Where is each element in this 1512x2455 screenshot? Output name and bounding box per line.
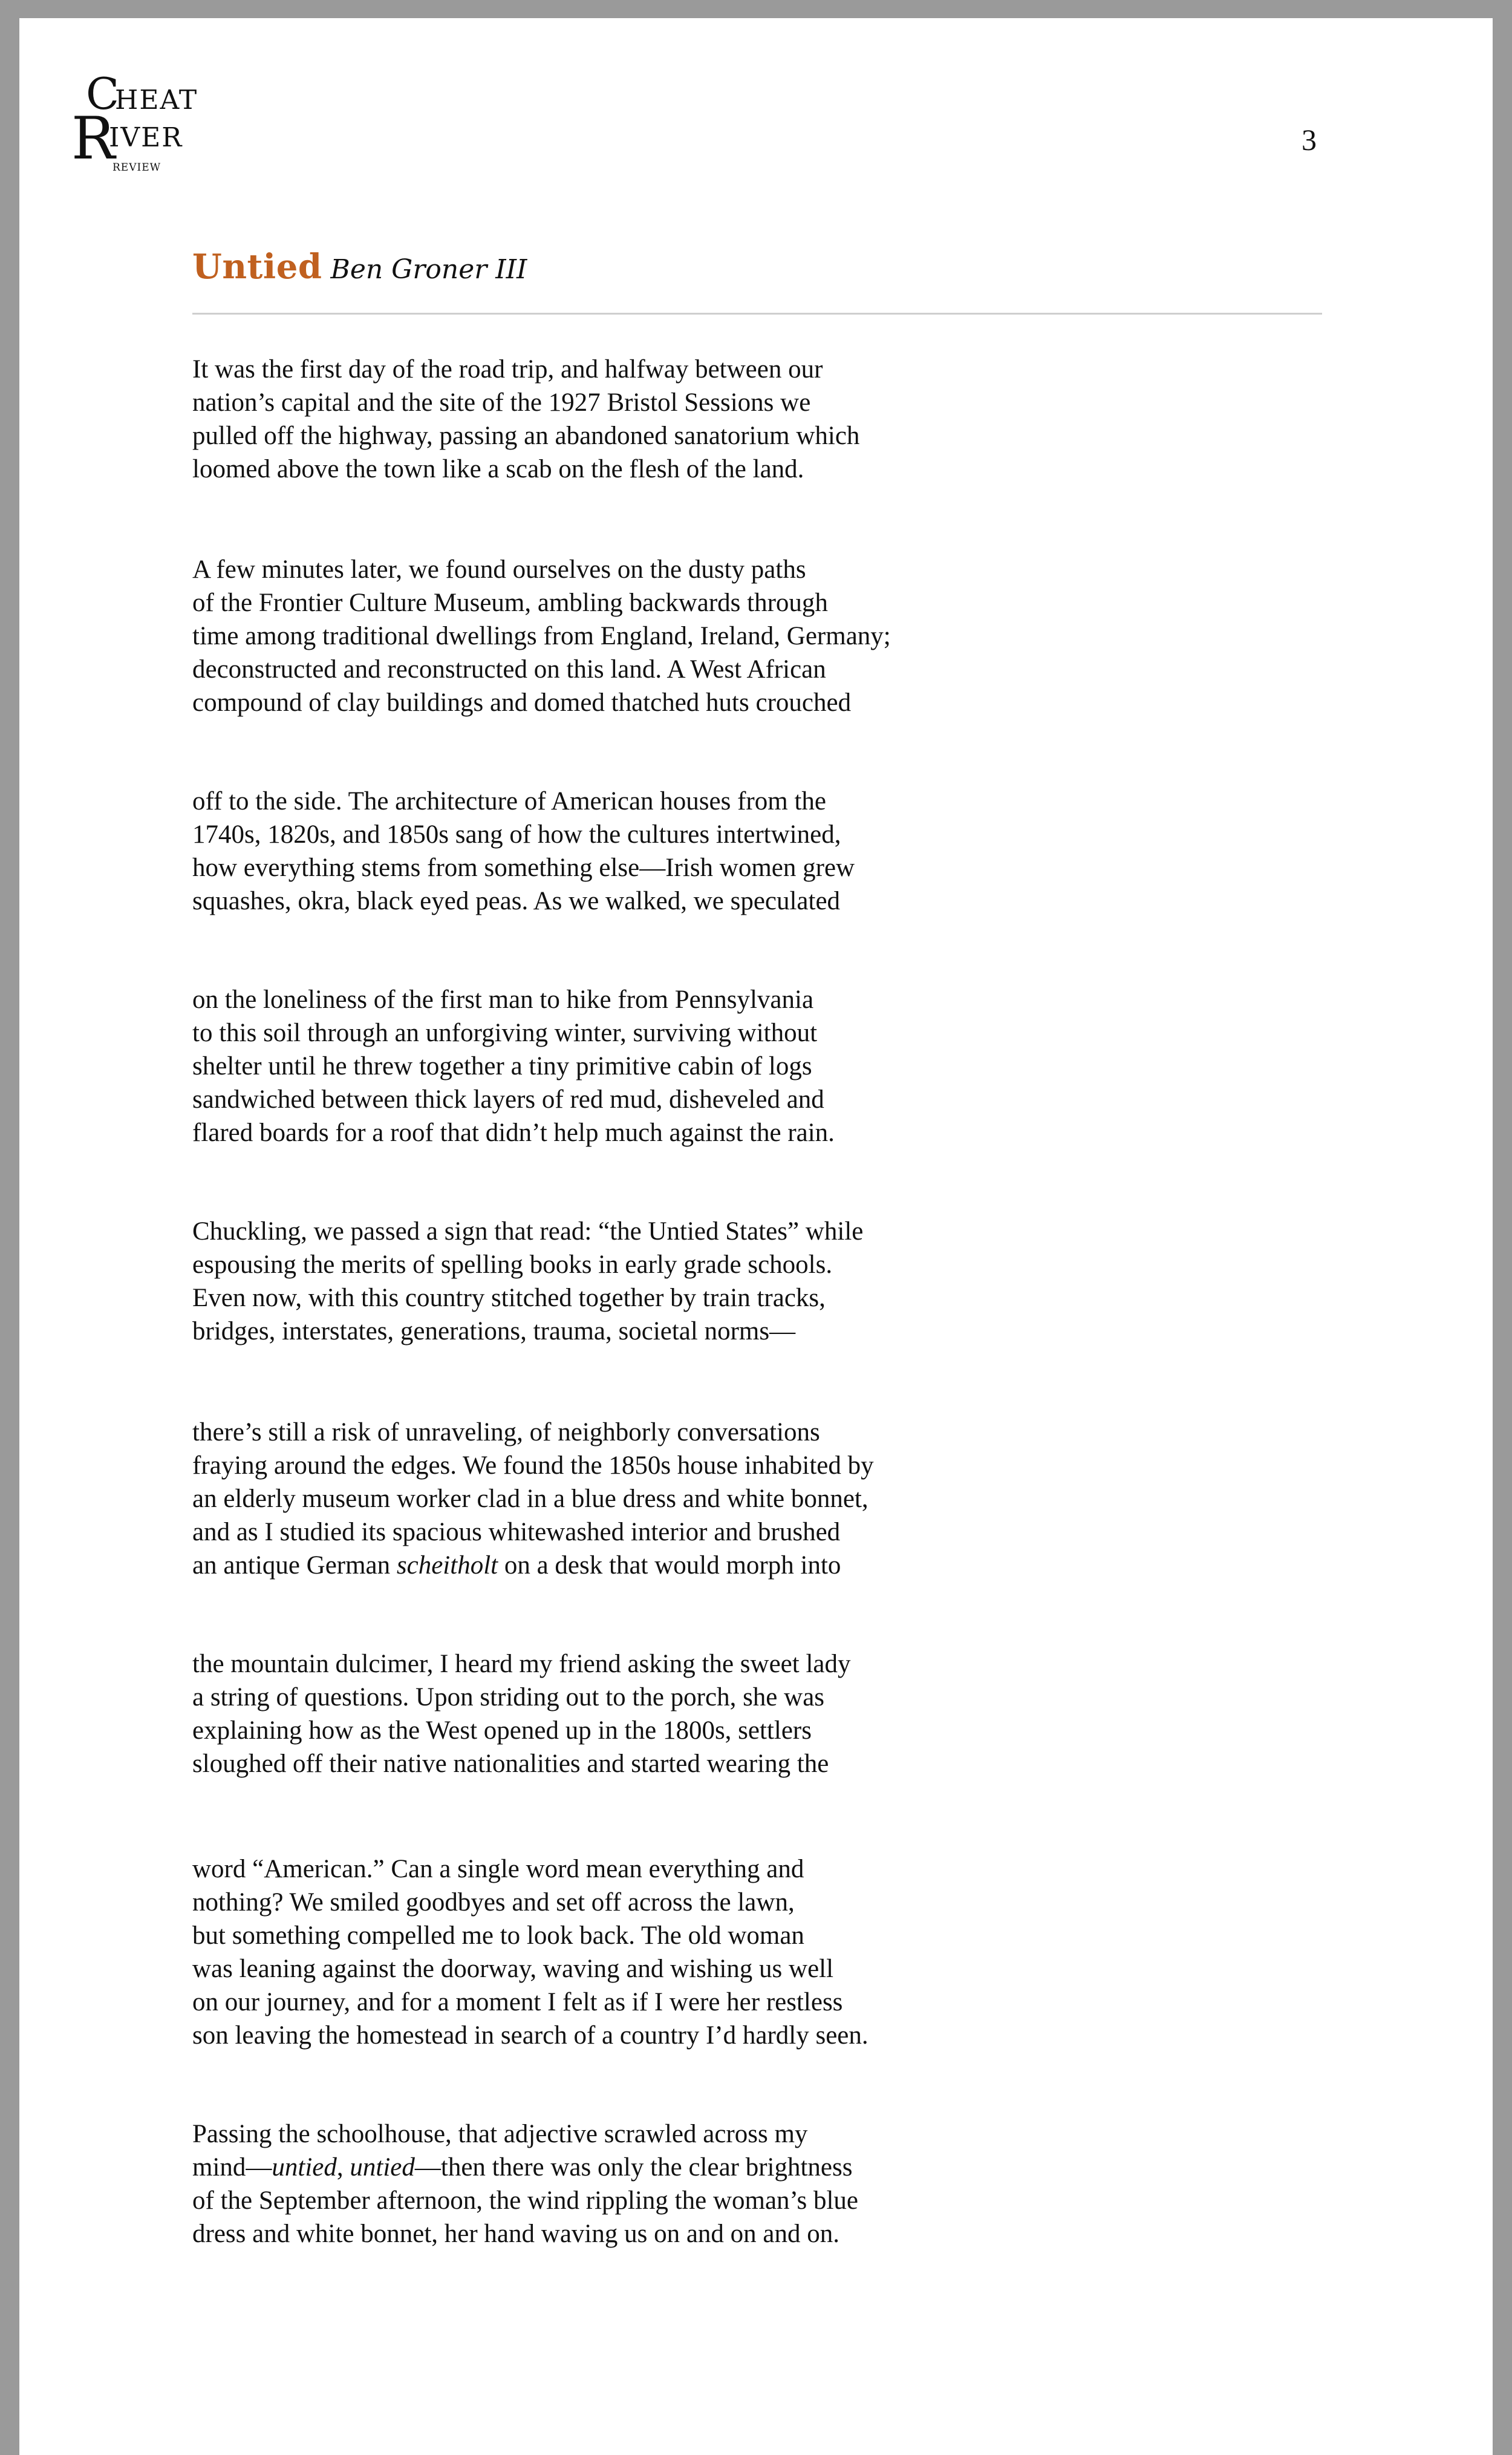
stanza-2 (192, 553, 891, 719)
italic-word-scheitholt: scheitholt (396, 1551, 498, 1580)
poem-author: Ben Groner III (330, 254, 527, 285)
poem-line-start: mind— (192, 2153, 272, 2182)
poem-line: and as I studied its spacious whitewashed interior and brushed (192, 1518, 841, 1546)
poem-line: nation’s capital and the site of the 1927 Bristol Sessions we (192, 388, 811, 417)
poem-line: A few minutes later, we found ourselves on the dusty paths (192, 555, 806, 584)
poem-line-start: an antique German (192, 1551, 397, 1580)
poem-line: Passing the schoolhouse, that adjective scrawled across my (192, 2120, 808, 2148)
poem-line: a string of questions. Upon striding out to the porch, she was (192, 1683, 825, 1711)
poem-line: pulled off the highway, passing an abandoned sanatorium which (192, 422, 860, 450)
poem-line: espousing the merits of spelling books in early grade schools. (192, 1250, 833, 1279)
poem-line: word “American.” Can a single word mean everything and (192, 1855, 804, 1883)
poem-line: son leaving the homestead in search of a country I’d hardly seen. (192, 2021, 868, 2050)
logo-letter-c-big: C (86, 68, 120, 119)
stanza-4 (192, 983, 835, 1149)
stanza-8 (192, 1852, 868, 2052)
poem-line: was leaning against the doorway, waving and wishing us well (192, 1955, 834, 1983)
comma: , (336, 2153, 350, 2182)
poem-line: time among traditional dwellings from England, Ireland, Germany; (192, 622, 891, 650)
poem-line: the mountain dulcimer, I heard my friend asking the sweet lady (192, 1650, 851, 1678)
stanza-7 (192, 1647, 850, 1780)
poem-line: on the loneliness of the first man to hike from Pennsylvania (192, 986, 814, 1014)
poem-line: nothing? We smiled goodbyes and set off across the lawn, (192, 1888, 795, 1917)
poem-line: loomed above the town like a scab on the flesh of the land. (192, 455, 804, 483)
poem-line: shelter until he threw together a tiny primitive cabin of logs (192, 1052, 812, 1080)
poem-line: an elderly museum worker clad in a blue dress and white bonnet, (192, 1485, 868, 1513)
poem-line: explaining how as the West opened up in the 1800s, settlers (192, 1716, 812, 1745)
poem-line: bridges, interstates, generations, trauma, societal norms— (192, 1317, 796, 1345)
italic-word-untied: untied (350, 2153, 415, 2182)
poem-line-end: on a desk that would morph into (498, 1551, 841, 1580)
stanza-6 (192, 1416, 874, 1582)
stanza-9 (192, 2117, 858, 2251)
italic-word-untied: untied (272, 2153, 337, 2182)
stanza-1 (192, 353, 859, 486)
stanza-3 (192, 785, 855, 918)
logo-line3: REVIEW (112, 162, 161, 174)
poem-heading (192, 247, 527, 287)
document-page (19, 18, 1493, 2455)
poem-line: squashes, okra, black eyed peas. As we walked, we speculated (192, 887, 841, 915)
logo-mark (68, 62, 207, 183)
poem-line: Even now, with this country stitched together by train tracks, (192, 1284, 826, 1312)
poem-line: there’s still a risk of unraveling, of neighborly conversations (192, 1418, 820, 1447)
poem-line: Chuckling, we passed a sign that read: “the Untied States” while (192, 1217, 864, 1246)
poem-line: but something compelled me to look back. The old woman (192, 1921, 804, 1950)
poem-line: of the September afternoon, the wind rippling the woman’s blue (192, 2186, 859, 2215)
logo-line2-rest: IVER (109, 122, 183, 153)
poem-line: compound of clay buildings and domed thatched huts crouched (192, 688, 852, 717)
poem-line (192, 2151, 858, 2184)
poem-line: fraying around the edges. We found the 1850s house inhabited by (192, 1451, 874, 1480)
poem-line: sandwiched between thick layers of red mud, disheveled and (192, 1085, 824, 1114)
poem-line: It was the first day of the road trip, and halfway between our (192, 355, 823, 384)
logo-letter-r-big: R (71, 105, 116, 172)
poem-line: of the Frontier Culture Museum, ambling backwards through (192, 589, 828, 617)
poem-line: deconstructed and reconstructed on this land. A West African (192, 655, 826, 684)
poem-line: flared boards for a roof that didn’t help much against the rain. (192, 1119, 835, 1147)
poem-line (192, 1549, 874, 1582)
poem-line: to this soil through an unforgiving winter, surviving without (192, 1019, 818, 1047)
poem-line: sloughed off their native nationalities and started wearing the (192, 1750, 829, 1778)
poem-line: 1740s, 1820s, and 1850s sang of how the cultures intertwined, (192, 820, 841, 849)
heading-divider (192, 313, 1322, 315)
poem-line: dress and white bonnet, her hand waving us on and on and on. (192, 2220, 840, 2248)
stanza-5 (192, 1215, 863, 1348)
poem-line: on our journey, and for a moment I felt as if I were her restless (192, 1988, 843, 2016)
page-number: 3 (1302, 123, 1317, 157)
cheat-river-review-logo (68, 62, 207, 183)
logo-line1-rest: HEAT (115, 85, 198, 116)
poem-title: Untied (192, 247, 322, 287)
poem-line-end: —then there was only the clear brightness (414, 2153, 853, 2182)
poem-line: off to the side. The architecture of American houses from the (192, 787, 826, 816)
poem-line: how everything stems from something else—Irish women grew (192, 854, 855, 882)
